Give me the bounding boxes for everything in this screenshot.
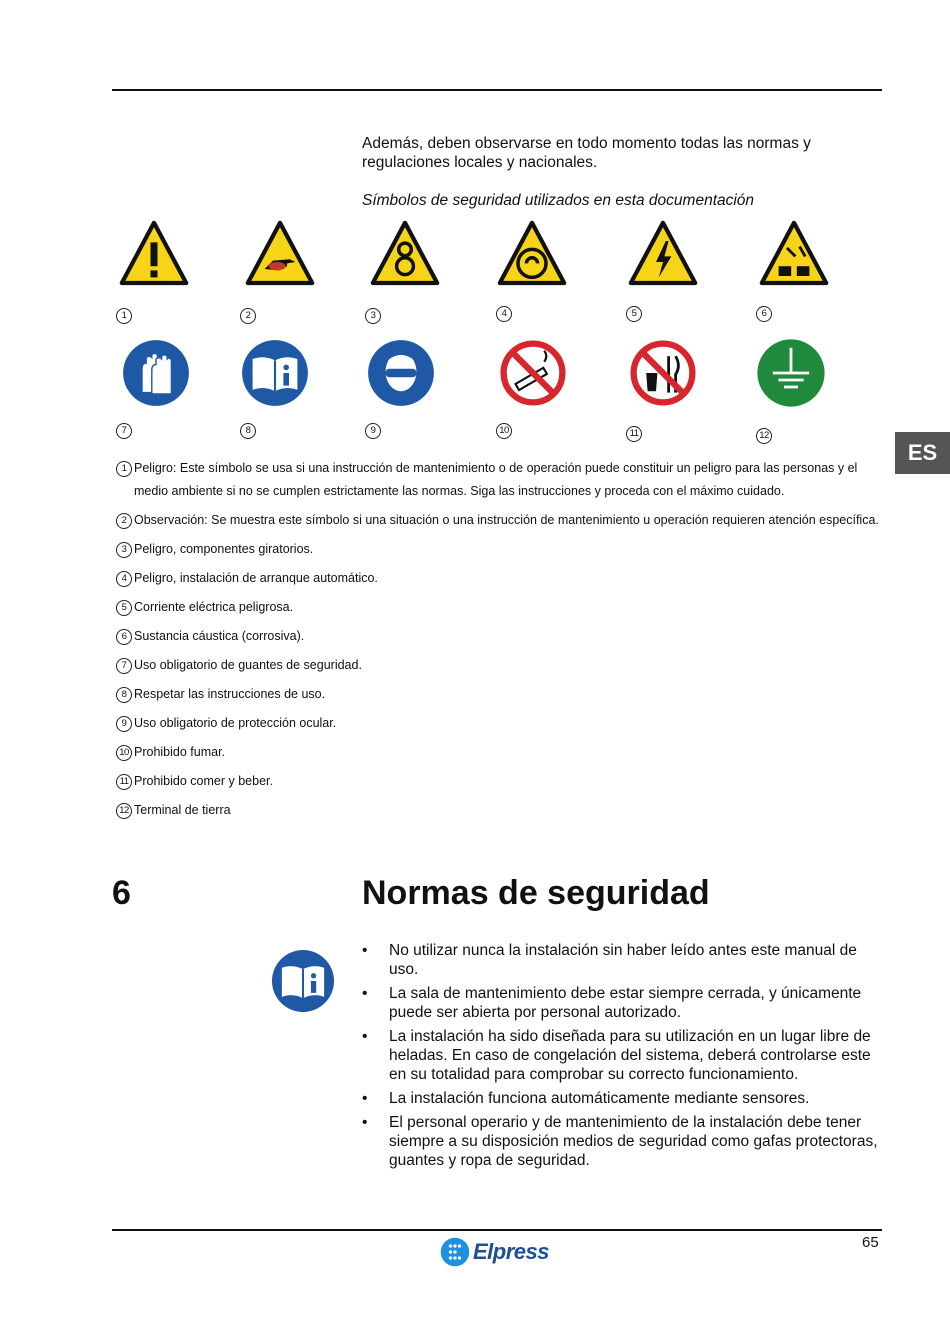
legend-text: Terminal de tierra: [134, 803, 231, 817]
safety-gloves-mandatory-icon: [121, 338, 191, 408]
legend-number: 10: [116, 745, 132, 761]
legend-number: 12: [116, 803, 132, 819]
legend-number: 1: [116, 461, 132, 477]
symbol-legend: [116, 457, 886, 828]
brand-name: Elpress: [473, 1239, 549, 1264]
list-item: • No utilizar nunca la instalación sin haber leído antes este manual de uso.: [362, 941, 882, 979]
earth-terminal-icon: [756, 338, 826, 408]
eye-protection-mandatory-icon: [366, 338, 436, 408]
legend-number: 6: [116, 629, 132, 645]
legend-text: Corriente eléctrica peligrosa.: [134, 600, 294, 614]
legend-item: [116, 625, 886, 648]
legend-item: [116, 509, 886, 532]
symbol-number: 2: [240, 308, 256, 324]
legend-number: 5: [116, 600, 132, 616]
symbol-number: 4: [496, 306, 512, 322]
safety-rules-list: [362, 941, 882, 1175]
legend-item: [116, 654, 886, 677]
legend-item: [116, 683, 886, 706]
symbol-number: 7: [116, 423, 132, 439]
legend-number: 11: [116, 774, 132, 790]
read-instructions-mandatory-icon: [270, 948, 336, 1014]
list-item: • La instalación funciona automáticamente mediante sensores.: [362, 1089, 882, 1108]
list-item: • La sala de mantenimiento debe estar siempre cerrada, y únicamente puede ser abierta por personal autorizado.: [362, 984, 882, 1022]
section-number: 6: [112, 874, 131, 912]
read-instructions-mandatory-icon: [240, 338, 310, 408]
page-number: 65: [862, 1234, 879, 1251]
legend-text: Peligro, componentes giratorios.: [134, 542, 314, 556]
legend-item: [116, 567, 886, 590]
legend-item: [116, 712, 886, 735]
symbol-number: 3: [365, 308, 381, 324]
symbol-number: 10: [496, 423, 512, 439]
symbol-number: 8: [240, 423, 256, 439]
attention-hand-warning-icon: [245, 220, 315, 290]
legend-item: [116, 741, 886, 764]
legend-item: [116, 770, 886, 793]
legend-text: Uso obligatorio de protección ocular.: [134, 716, 337, 730]
corrosive-substance-warning-icon: [759, 220, 829, 290]
legend-number: 9: [116, 716, 132, 732]
legend-text: Sustancia cáustica (corrosiva).: [134, 629, 305, 643]
legend-item: [116, 799, 886, 822]
legend-text: Prohibido comer y beber.: [134, 774, 273, 788]
electrical-hazard-warning-icon: [628, 220, 698, 290]
section-title: Normas de seguridad: [362, 874, 710, 912]
legend-number: 3: [116, 542, 132, 558]
automatic-start-warning-icon: [497, 220, 567, 290]
footer-rule: [112, 1229, 882, 1231]
legend-number: 2: [116, 513, 132, 529]
legend-number: 4: [116, 571, 132, 587]
list-item: • La instalación ha sido diseñada para su utilización en un lugar libre de heladas. En caso de congelación del sistema, deberá controlarse este en su totalidad para comprobar su correcto funcionamiento.: [362, 1027, 882, 1084]
intro-paragraph: Además, deben observarse en todo momento todas las normas y regulaciones locales y nacionales.: [362, 135, 811, 171]
list-item: • El personal operario y de mantenimiento de la instalación debe tener siempre a su disposición medios de seguridad como gafas protectoras, guantes y ropa de seguridad.: [362, 1113, 882, 1170]
intro-block: [362, 134, 862, 210]
legend-text: Observación: Se muestra este símbolo si una situación o una instrucción de mantenimiento u operación requieren atención específica.: [134, 513, 879, 527]
legend-text: Peligro: Este símbolo se usa si una instrucción de mantenimiento o de operación puede constituir un peligro para las personas y el medio ambiente si no se cumplen estrictamente las normas. Siga las instrucciones y proceda con el máximo cuidado.: [134, 461, 858, 498]
legend-text: Respetar las instrucciones de uso.: [134, 687, 326, 701]
symbol-number: 6: [756, 306, 772, 322]
legend-item: [116, 538, 886, 561]
legend-item: [116, 596, 886, 619]
legend-text: Peligro, instalación de arranque automático.: [134, 571, 378, 585]
language-tab: ES: [895, 432, 950, 474]
symbol-number: 12: [756, 428, 772, 444]
elpress-logo-icon: [440, 1237, 470, 1267]
legend-text: Uso obligatorio de guantes de seguridad.: [134, 658, 362, 672]
no-eating-drinking-prohibition-icon: [628, 338, 698, 408]
symbol-number: 11: [626, 426, 642, 442]
symbol-number: 1: [116, 308, 132, 324]
no-smoking-prohibition-icon: [498, 338, 568, 408]
rotating-parts-warning-icon: [370, 220, 440, 290]
legend-text: Prohibido fumar.: [134, 745, 226, 759]
elpress-logo: [440, 1236, 549, 1268]
danger-warning-icon: [119, 220, 189, 290]
header-rule: [112, 89, 882, 91]
symbol-number: 9: [365, 423, 381, 439]
symbols-caption: Símbolos de seguridad utilizados en esta documentación: [362, 192, 755, 209]
legend-number: 7: [116, 658, 132, 674]
symbol-number: 5: [626, 306, 642, 322]
legend-item: [116, 457, 886, 503]
legend-number: 8: [116, 687, 132, 703]
